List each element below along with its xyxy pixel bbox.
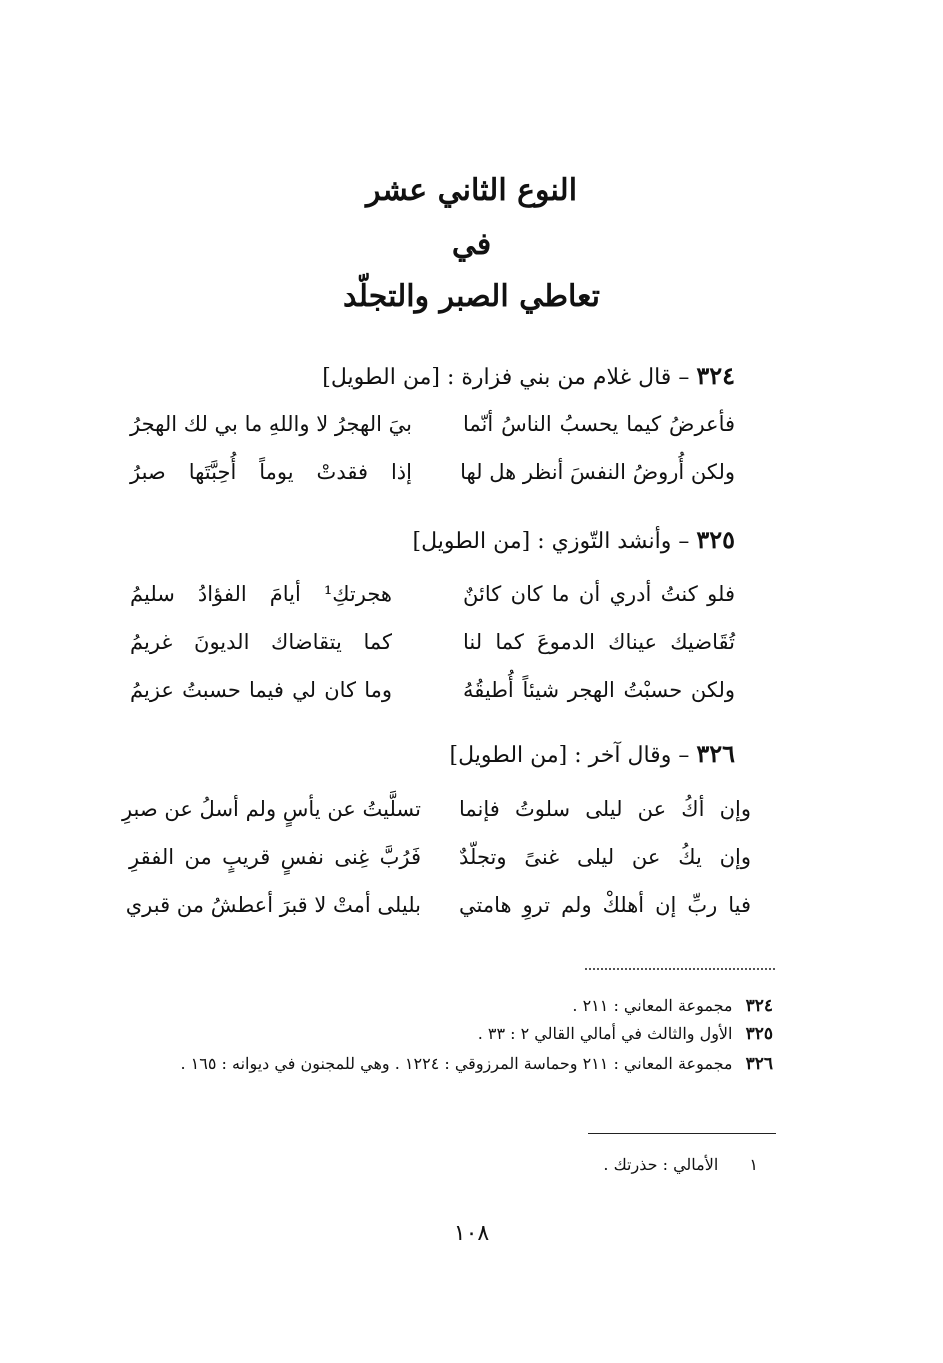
entry-heading-324: [322, 361, 735, 390]
source-note-326: [180, 1056, 773, 1073]
entry-heading-325: [412, 525, 735, 554]
entry-meter: [من الطويل]: [322, 365, 440, 390]
verse-second-hemistich: تسلَّيتُ عن يأسٍ ولم أسلُ عن صبرِ: [121, 797, 421, 821]
verse-line: [130, 460, 735, 498]
entry-number: ٣٢٥: [696, 525, 735, 554]
entry-intro: – وأنشد التّوزي :: [537, 529, 690, 554]
verse-line: [121, 797, 751, 835]
verse-line: [125, 893, 751, 931]
verse-first-hemistich: فلو كنتُ أدري أن ما كان كائنٌ: [463, 582, 735, 606]
entry-number: ٣٢٤: [696, 361, 735, 390]
verse-second-hemistich: كما يتقاضاك الديونَ غريمُ: [130, 630, 392, 654]
source-note-text: الأول والثالث في أمالي القالي ٢ : ٣٣ .: [477, 1024, 733, 1043]
verse-second-hemistich: فَرُبَّ غِنى نفسٍ قريبٍ من الفقرِ: [129, 845, 421, 869]
chapter-title-line-2: في: [451, 227, 492, 262]
source-note-text: مجموعة المعاني : ٢١١ .: [572, 996, 733, 1015]
verse-line: [130, 582, 735, 620]
verse-line: [130, 412, 735, 450]
verse-first-hemistich: فيا ربِّ إن أهلكْ ولم تروِ هامتي: [459, 893, 751, 917]
verse-line: [130, 678, 735, 716]
margin-note: [603, 1155, 758, 1174]
entry-intro: – وقال آخر :: [574, 743, 690, 768]
margin-note-number: ١: [749, 1155, 758, 1174]
source-note-325: [478, 1026, 773, 1043]
source-note-text: مجموعة المعاني : ٢١١ وحماسة المرزوقي : ١٢٢٤ . وهي للمجنون في ديوانه : ١٦٥ .: [180, 1054, 733, 1073]
entry-intro: – قال غلام من بني فزارة :: [446, 365, 690, 390]
verse-first-hemistich: ولكن حسبْتُ الهجر شيئاً أُطيقُهُ: [463, 678, 735, 702]
entry-number: ٣٢٦: [696, 739, 735, 768]
source-note-324: [572, 998, 773, 1015]
verse-second-hemistich: بليلى أمتْ لا قبرَ أعطشُ من قبري: [125, 893, 421, 917]
chapter-title-line-1: النوع الثاني عشر: [365, 173, 578, 208]
page-number: ١٠٨: [453, 1221, 490, 1246]
verse-first-hemistich: تُقَاضيك عيناك الدموعَ كما لنا: [463, 630, 735, 654]
verse-second-hemistich: وما كان لي فيما حسبتُ عزيمُ: [130, 678, 392, 702]
verse-first-hemistich: فأعرضُ كيما يحسبُ الناسُ أنّما: [463, 412, 735, 436]
source-note-number: ٣٢٥: [745, 1024, 773, 1044]
verse-line: [129, 845, 751, 883]
entry-meter: [من الطويل]: [449, 743, 568, 768]
source-note-number: ٣٢٦: [745, 1054, 773, 1074]
margin-note-rule: [588, 1133, 776, 1134]
verse-first-hemistich: وإن يكُ عن ليلى غنىً وتجلّدٌ: [459, 845, 751, 869]
verse-line: [130, 630, 735, 668]
margin-note-text: الأمالي : حذرتك .: [603, 1155, 719, 1174]
verse-second-hemistich: هجرتكِ¹ أيامَ الفؤادُ سليمُ: [130, 582, 392, 606]
verse-second-hemistich: إذا فقدتْ يوماً أُحِبَّتَها صبرُ: [130, 460, 412, 484]
verse-second-hemistich: بيَ الهجرُ لا واللهِ ما بي لك الهجرُ: [130, 412, 412, 436]
verse-first-hemistich: وإن أكُ عن ليلى سلوتُ فإنما: [459, 797, 751, 821]
chapter-title-line-3: تعاطي الصبر والتجلّد: [343, 279, 600, 314]
entry-heading-326: [449, 739, 735, 768]
source-note-number: ٣٢٤: [745, 996, 773, 1016]
footnotes-separator: [585, 968, 775, 970]
verse-first-hemistich: ولكن أُروضُ النفسَ أنظر هل لها: [460, 460, 735, 484]
entry-meter: [من الطويل]: [412, 529, 531, 554]
